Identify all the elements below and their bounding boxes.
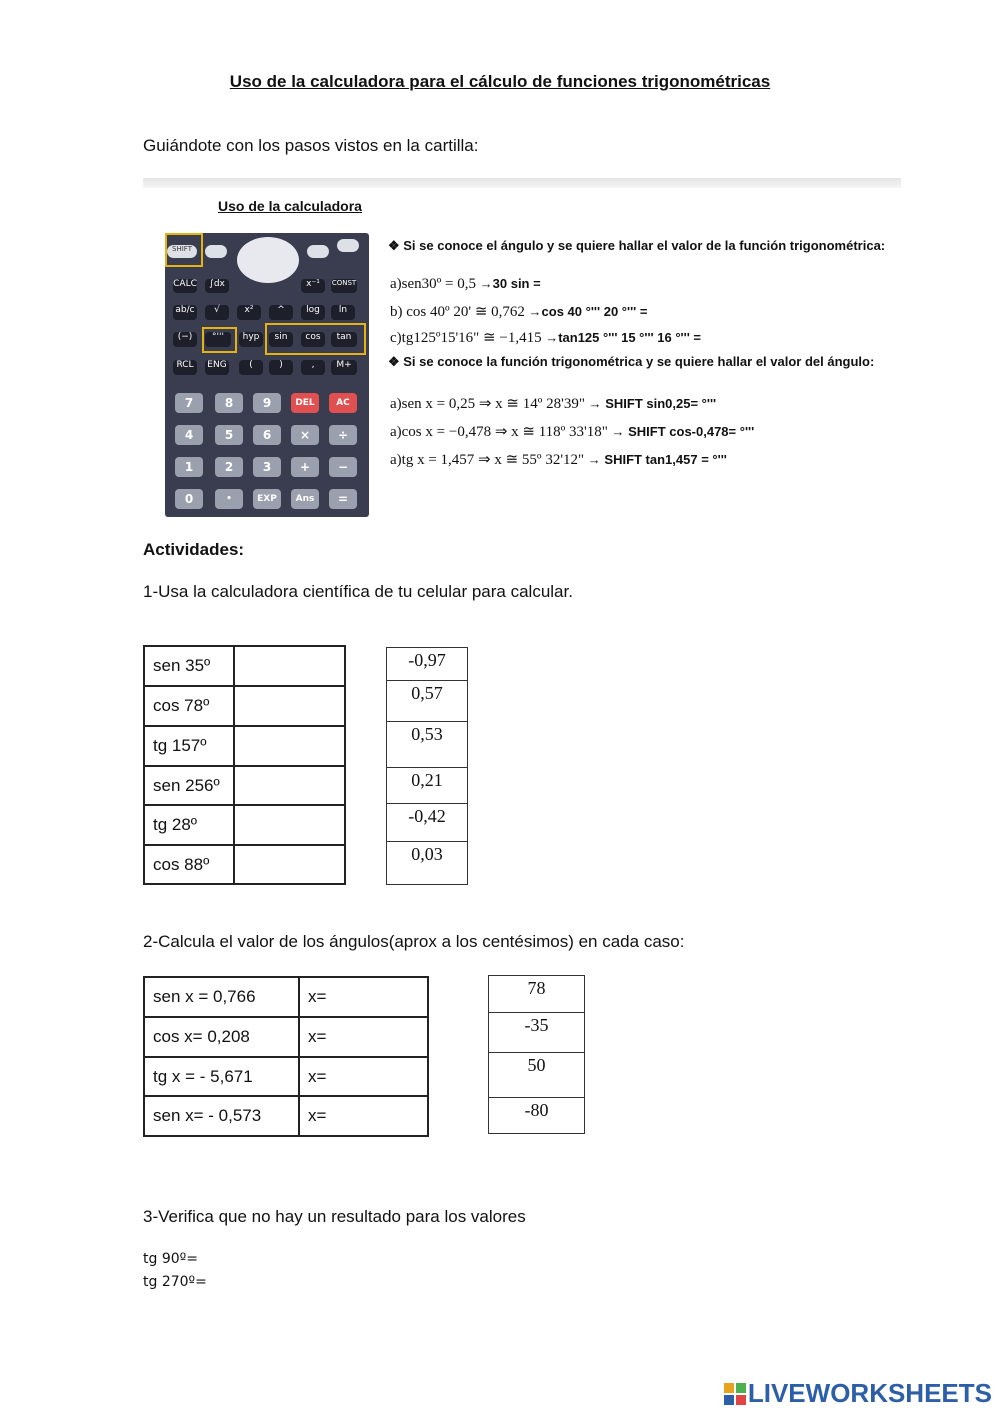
plus-key: + [291, 457, 319, 477]
exp-key: EXP [253, 489, 281, 509]
equals-key: = [329, 489, 357, 509]
inverse-key: x⁻¹ [301, 279, 325, 293]
table2-expression: cos x= 0,208 [144, 1017, 299, 1057]
answer-option[interactable]: -35 [489, 1013, 584, 1053]
open-paren-key: ( [239, 360, 263, 375]
answers-list-2 [488, 975, 585, 1134]
table1-row-label: sen 35º [144, 646, 234, 686]
degree-highlight [202, 327, 237, 353]
close-paren-key: ) [269, 360, 293, 375]
dot-key: • [215, 489, 243, 509]
answer-option[interactable]: -0,97 [387, 648, 467, 681]
minus-key: − [329, 457, 357, 477]
case2-line-b: a)cos x = −0,478 ⇒ x ≅ 118º 33'18" → SHIFT cos-0,478= °''' [390, 424, 755, 440]
mode-key [307, 245, 329, 258]
q3-item: tg 90º= [143, 1251, 198, 1267]
divide-key: ÷ [329, 425, 357, 445]
case2-line-a: a)sen x = 0,25 ⇒ x ≅ 14º 28'39" → SHIFT sin0,25= °''' [390, 396, 717, 412]
table1-row-label: tg 28º [144, 805, 234, 845]
table2-expression: tg x = - 5,671 [144, 1057, 299, 1096]
answer-drop-slot[interactable] [234, 646, 345, 686]
negative-key: (−) [173, 332, 197, 347]
square-key: x² [237, 305, 261, 320]
hyp-key: hyp [239, 332, 263, 347]
degree-key: °''' [205, 332, 231, 347]
key-6: 6 [253, 425, 281, 445]
on-key [337, 239, 359, 252]
fraction-key: ab/c [173, 305, 197, 320]
sin-key: sin [269, 332, 293, 347]
case1-line-a: a)sen30º = 0,5 →30 sin = [390, 276, 541, 292]
cos-key: cos [301, 332, 325, 347]
answer-option[interactable]: -0,42 [387, 804, 467, 842]
rcl-key: RCL [173, 360, 197, 375]
answer-drop-slot[interactable]: x= [299, 1096, 428, 1136]
angle-table [143, 976, 429, 1137]
case1-line-b: b) cos 40º 20' ≅ 0,762 →cos 40 °''' 20 °''' = [390, 304, 648, 320]
answer-option[interactable]: 0,03 [411, 844, 443, 864]
table1-row-label: cos 78º [144, 686, 234, 726]
ln-key: ln [331, 305, 355, 320]
answer-option[interactable]: 0,53 [387, 722, 467, 768]
calc-key: CALC [173, 279, 197, 293]
answers-list-1 [386, 647, 468, 885]
eng-key: ENG [205, 360, 229, 375]
case2-line-c: a)tg x = 1,457 ⇒ x ≅ 55º 32'12" → SHIFT tan1,457 = °''' [390, 452, 727, 468]
liveworksheets-logo-icon [724, 1381, 746, 1403]
answer-option[interactable]: 50 [489, 1053, 584, 1098]
intro-text: Guiándote con los pasos vistos en la cartilla: [143, 136, 479, 155]
integral-key: ∫dx [205, 279, 229, 293]
question-3: 3-Verifica que no hay un resultado para los valores [143, 1207, 526, 1226]
key-4: 4 [175, 425, 203, 445]
q3-item: tg 270º= [143, 1274, 207, 1290]
answer-option[interactable]: 78 [489, 976, 584, 1013]
ac-key: AC [329, 393, 357, 413]
key-0: 0 [175, 489, 203, 509]
key-5: 5 [215, 425, 243, 445]
comma-key: , [301, 360, 325, 375]
case2-heading: ❖ Si se conoce la función trigonométrica y se quiere hallar el valor del ángulo: [388, 354, 875, 369]
question-1: 1-Usa la calculadora científica de tu celular para calcular. [143, 582, 573, 601]
shift-highlight [165, 233, 203, 267]
answer-drop-slot[interactable]: x= [299, 1017, 428, 1057]
answer-drop-slot[interactable]: x= [299, 1057, 428, 1096]
case1-line-c: c)tg125º15'16" ≅ −1,415 →tan125 °''' 15 °''' 16 °''' = [390, 330, 701, 346]
key-1: 1 [175, 457, 203, 477]
del-key: DEL [291, 393, 319, 413]
ans-key: Ans [291, 489, 319, 509]
log-key: log [301, 305, 325, 320]
answer-drop-slot[interactable] [234, 766, 345, 805]
brand-text: LIVEWORKSHEETS [747, 1378, 992, 1408]
liveworksheets-logo [724, 1378, 992, 1409]
alpha-key [205, 245, 227, 258]
answer-drop-slot[interactable] [234, 845, 345, 884]
table1-row-label: sen 256º [144, 766, 234, 805]
figure-top-bar [143, 178, 901, 188]
key-2: 2 [215, 457, 243, 477]
activities-label: Actividades: [143, 540, 245, 559]
answer-drop-slot[interactable] [234, 726, 345, 766]
answer-drop-slot[interactable] [234, 686, 345, 726]
answer-option[interactable]: 0,21 [387, 768, 467, 804]
tan-key: tan [331, 332, 357, 347]
shift-key: SHIFT [167, 245, 197, 258]
replay-pad [237, 237, 299, 283]
answer-drop-slot[interactable]: x= [299, 977, 428, 1017]
answer-option[interactable]: -80 [524, 1100, 549, 1120]
multiply-key: × [291, 425, 319, 445]
table1-row-label: tg 157º [144, 726, 234, 766]
key-3: 3 [253, 457, 281, 477]
calculator-image [165, 233, 369, 517]
table2-expression: sen x= - 0,573 [144, 1096, 299, 1136]
answer-drop-slot[interactable] [234, 805, 345, 845]
trig-keys-highlight [265, 323, 366, 355]
table2-expression: sen x = 0,766 [144, 977, 299, 1017]
question-2: 2-Calcula el valor de los ángulos(aprox a los centésimos) en cada caso: [143, 932, 685, 951]
figure-heading: Uso de la calculadora [218, 198, 362, 214]
key-7: 7 [175, 393, 203, 413]
mplus-key: M+ [331, 360, 357, 375]
key-9: 9 [253, 393, 281, 413]
page-title: Uso de la calculadora para el cálculo de funciones trigonométricas [229, 72, 771, 91]
table1-row-label: cos 88º [144, 845, 234, 884]
trig-values-table [143, 645, 346, 885]
answer-option[interactable]: 0,57 [387, 681, 467, 722]
const-key: CONST [331, 279, 357, 293]
power-key: ^ [269, 305, 293, 320]
sqrt-key: √ [205, 305, 229, 320]
key-8: 8 [215, 393, 243, 413]
case1-heading: ❖ Si se conoce el ángulo y se quiere hallar el valor de la función trigonométrica: [388, 238, 886, 253]
